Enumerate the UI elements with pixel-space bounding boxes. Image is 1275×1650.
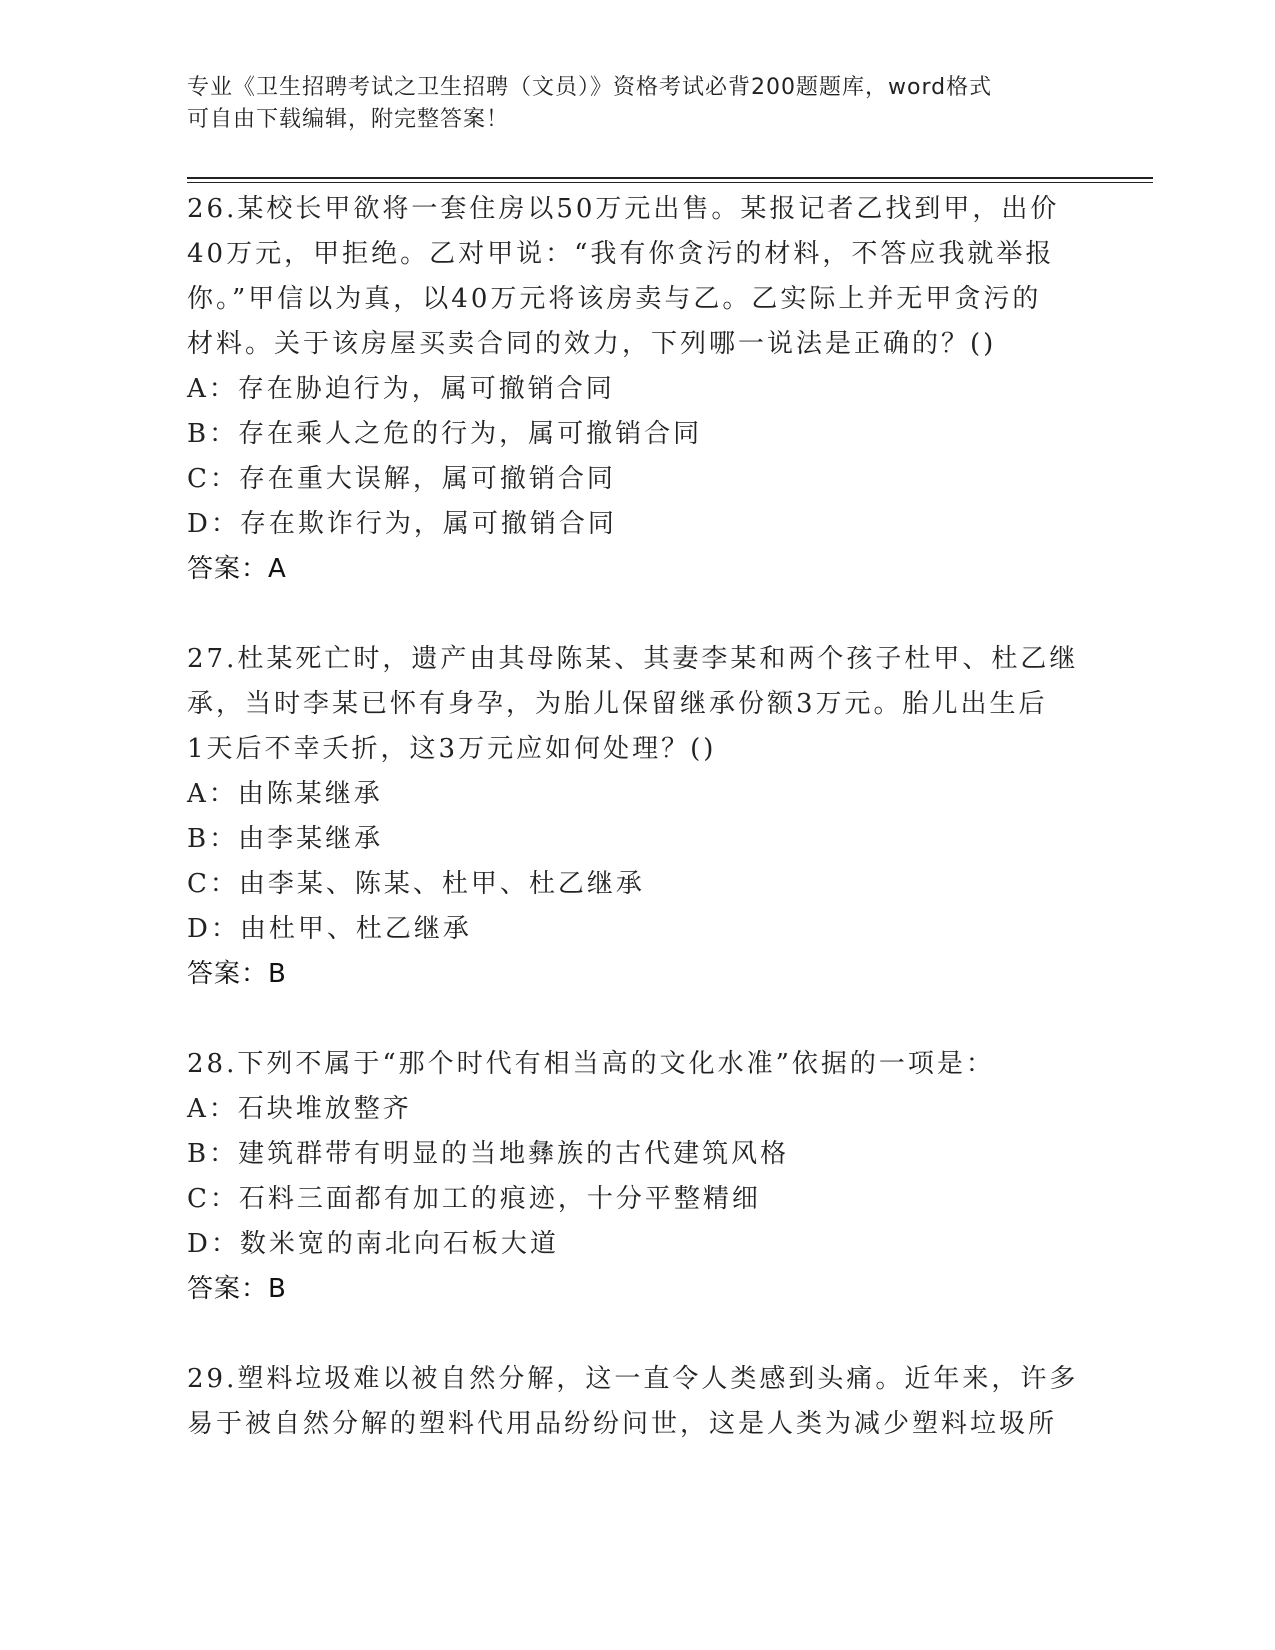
option-b: B：建筑群带有明显的当地彝族的古代建筑风格 — [187, 1139, 790, 1169]
header-divider-thin — [187, 182, 1153, 183]
question-stem-line: 29.塑料垃圾难以被自然分解，这一直令人类感到头痛。近年来，许多 — [187, 1364, 1079, 1394]
question-stem-line: 26.某校长甲欲将一套住房以50万元出售。某报记者乙找到甲，出价 — [187, 194, 1060, 224]
question-stem-line: 40万元，甲拒绝。乙对甲说：“我有你贪污的材料，不答应我就举报 — [187, 239, 1055, 269]
option-d: D：存在欺诈行为，属可撤销合同 — [187, 509, 617, 539]
header-divider-thick — [187, 177, 1153, 179]
option-c: C：存在重大误解，属可撤销合同 — [187, 464, 616, 494]
question-stem-line: 27.杜某死亡时，遗产由其母陈某、其妻李某和两个孩子杜甲、杜乙继 — [187, 644, 1079, 674]
option-a: A：由陈某继承 — [187, 779, 383, 809]
question-stem-line: 1天后不幸夭折，这3万元应如何处理？() — [187, 734, 717, 764]
answer-label: 答案：B — [187, 959, 287, 989]
question-29 — [187, 1357, 1087, 1447]
option-a: A：石块堆放整齐 — [187, 1094, 412, 1124]
header-line-1: 专业《卫生招聘考试之卫生招聘（文员）》资格考试必背200题题库，word格式 — [187, 75, 993, 100]
option-c: C：由李某、陈某、杜甲、杜乙继承 — [187, 869, 645, 899]
answer-label: 答案：B — [187, 1274, 287, 1304]
option-b: B：由李某继承 — [187, 824, 384, 854]
option-d: D：数米宽的南北向石板大道 — [187, 1229, 559, 1259]
question-27 — [187, 637, 1087, 997]
answer-label: 答案：A — [187, 554, 287, 584]
question-26 — [187, 187, 1087, 592]
header-line-2: 可自由下载编辑，附完整答案！ — [187, 107, 510, 132]
option-d: D：由杜甲、杜乙继承 — [187, 914, 472, 944]
option-b: B：存在乘人之危的行为，属可撤销合同 — [187, 419, 703, 449]
question-stem-line: 承，当时李某已怀有身孕，为胎儿保留继承份额3万元。胎儿出生后 — [187, 689, 1048, 719]
question-stem-line: 易于被自然分解的塑料代用品纷纷问世，这是人类为减少塑料垃圾所 — [187, 1409, 1058, 1439]
question-stem-line: 材料。关于该房屋买卖合同的效力，下列哪一说法是正确的？() — [187, 329, 997, 359]
option-a: A：存在胁迫行为，属可撤销合同 — [187, 374, 615, 404]
question-28 — [187, 1042, 1087, 1312]
option-c: C：石料三面都有加工的痕迹，十分平整精细 — [187, 1184, 761, 1214]
document-header — [187, 72, 1087, 136]
question-stem-line: 你。”甲信以为真，以40万元将该房卖与乙。乙实际上并无甲贪污的 — [187, 284, 1042, 314]
question-stem-line: 28.下列不属于“那个时代有相当高的文化水准”依据的一项是： — [187, 1049, 995, 1079]
question-list — [187, 187, 1087, 1492]
